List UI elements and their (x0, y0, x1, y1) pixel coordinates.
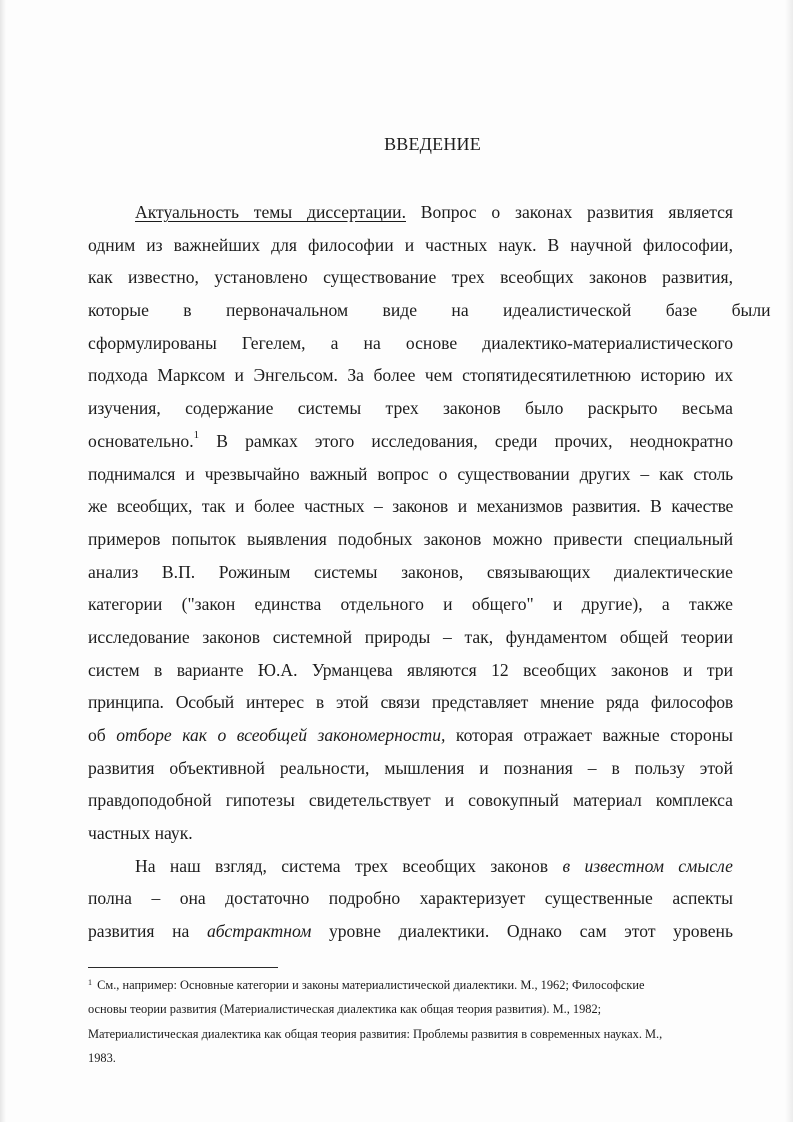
paragraph-line: изучения, содержание системы трех законов было раскрыто весьма (88, 398, 733, 419)
text-span: В рамках этого исследования, среди прочих, неоднократно (199, 430, 733, 451)
italic-phrase: отборе как о всеобщей закономерности, (116, 725, 446, 745)
scan-edge-right (785, 0, 793, 1122)
text-span: уровне диалектики. Однако сам этот уровень (311, 921, 733, 942)
paragraph-line: которые в первоначальном виде на идеалистической базе были (88, 300, 771, 321)
footnote-ref: 1 (193, 428, 200, 441)
paragraph-line: сформулированы Гегелем, а на основе диалектико-материалистического (88, 332, 733, 353)
topic-relevance-label: Актуальность темы диссертации. (135, 202, 406, 222)
footnote-divider (88, 967, 278, 968)
footnote (88, 973, 733, 1070)
paragraph-line: же всеобщих, так и более частных – законов и механизмов развития. В качестве (88, 496, 733, 517)
paragraph-line (88, 915, 733, 948)
text-span: об (88, 725, 117, 745)
text-span: На наш взгляд, система трех всеобщих законов (135, 855, 563, 876)
paragraph-line: анализ В.П. Рожиным системы законов, связывающих диалектические (88, 561, 733, 582)
text-span: основательно. (88, 430, 194, 451)
paragraph-line: как известно, установлено существование трех всеобщих законов развития, (88, 267, 733, 288)
footnote-marker: 1 (88, 978, 92, 987)
paragraph-line: частных наук. (88, 823, 193, 844)
text-span: Вопрос о законах развития является (406, 202, 734, 222)
paragraph-line: правдоподобной гипотезы свидетельствует и совокупный материал комплекса (88, 790, 733, 811)
paragraph-line: одним из важнейших для философии и частных наук. В научной философии, (88, 234, 733, 255)
footnote-line: основы теории развития (Материалистическая диалектика как общая теория развития). М., 1982; (88, 1002, 602, 1017)
paragraph-line: категории ("закон единства отдельного и общего" и другие), а также (88, 594, 733, 615)
scan-edge-left (0, 0, 6, 1122)
page-title: ВВЕДЕНИЕ (384, 134, 481, 154)
paragraph-line (88, 425, 733, 458)
paragraph-line: принципа. Особый интерес в этой связи представляет мнение ряда философов (88, 692, 733, 713)
paragraph-line (88, 850, 733, 883)
footnote-line: 1983. (88, 1050, 116, 1065)
paragraph-line: подхода Марксом и Энгельсом. За более чем стопятидесятилетнюю историю их (88, 365, 733, 386)
paragraph-line: систем в варианте Ю.А. Урманцева являются 12 всеобщих законов и три (88, 659, 733, 680)
text-span: которая отражает важные стороны (445, 725, 733, 745)
paragraph-line: развития объективной реальности, мышления и познания – в пользу этой (88, 757, 733, 778)
paragraph-line: поднимался и чрезвычайно важный вопрос о существовании других – как столь (88, 463, 733, 484)
paragraph-line (88, 719, 733, 752)
text-span: развития на (88, 921, 207, 942)
body-text (88, 196, 771, 948)
paragraph-line: полна – она достаточно подробно характеризует существенные аспекты (88, 888, 733, 909)
paragraph-line (88, 196, 733, 229)
footnote-line (88, 973, 733, 997)
italic-phrase: абстрактном (207, 921, 312, 942)
italic-phrase: в известном смысле (562, 855, 733, 876)
text-span: См., например: Основные категории и законы материалистической диалектики. М., 1962; Философские (94, 978, 645, 992)
footnote-line: Материалистическая диалектика как общая теория развития: Проблемы развития в современных науках. М., (88, 1026, 663, 1041)
paragraph-line: исследование законов системной природы – так, фундаментом общей теории (88, 626, 733, 647)
paragraph-line: примеров попыток выявления подобных законов можно привести специальный (88, 528, 733, 549)
